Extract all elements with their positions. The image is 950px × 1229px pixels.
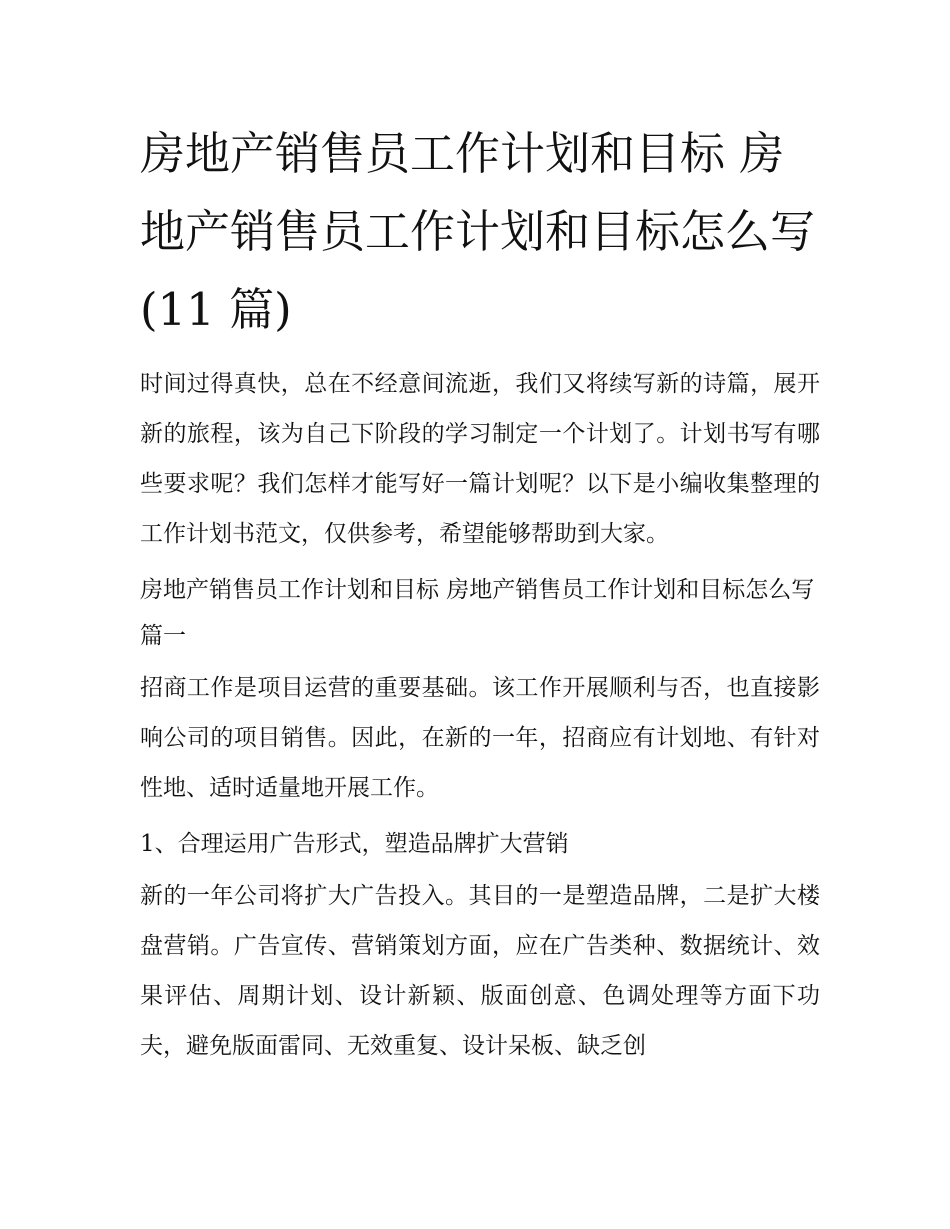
item-1-paragraph: 新的一年公司将扩大广告投入。其目的一是塑造品牌，二是扩大楼盘营销。广告宣传、营销策划方面，应在广告类种、数据统计、效果评估、周期计划、设计新颖、版面创意、色调处理等方面下功夫，避免版面雷同、无效重复、设计呆板、缺乏创 bbox=[140, 883, 820, 1059]
section-heading: 房地产销售员工作计划和目标 房地产销售员工作计划和目标怎么写篇一 bbox=[140, 577, 815, 649]
intro-paragraph: 时间过得真快，总在不经意间流逝，我们又将续写新的诗篇，展开新的旅程，该为自己下阶段的学习制定一个计划了。计划书写有哪些要求呢？我们怎样才能写好一篇计划呢？以下是小编收集整理的工作计划书范文，仅供参考，希望能够帮助到大家。 bbox=[140, 371, 820, 547]
document-content bbox=[140, 115, 820, 1079]
section-paragraph: 招商工作是项目运营的重要基础。该工作开展顺利与否，也直接影响公司的项目销售。因此，在新的一年，招商应有计划地、有针对性地、适时适量地开展工作。 bbox=[140, 675, 820, 801]
item-1-title: 1、合理运用广告形式，塑造品牌扩大营销 bbox=[140, 831, 569, 857]
document-title: 房地产销售员工作计划和目标 房地产销售员工作计划和目标怎么写(11 篇) bbox=[140, 127, 816, 336]
